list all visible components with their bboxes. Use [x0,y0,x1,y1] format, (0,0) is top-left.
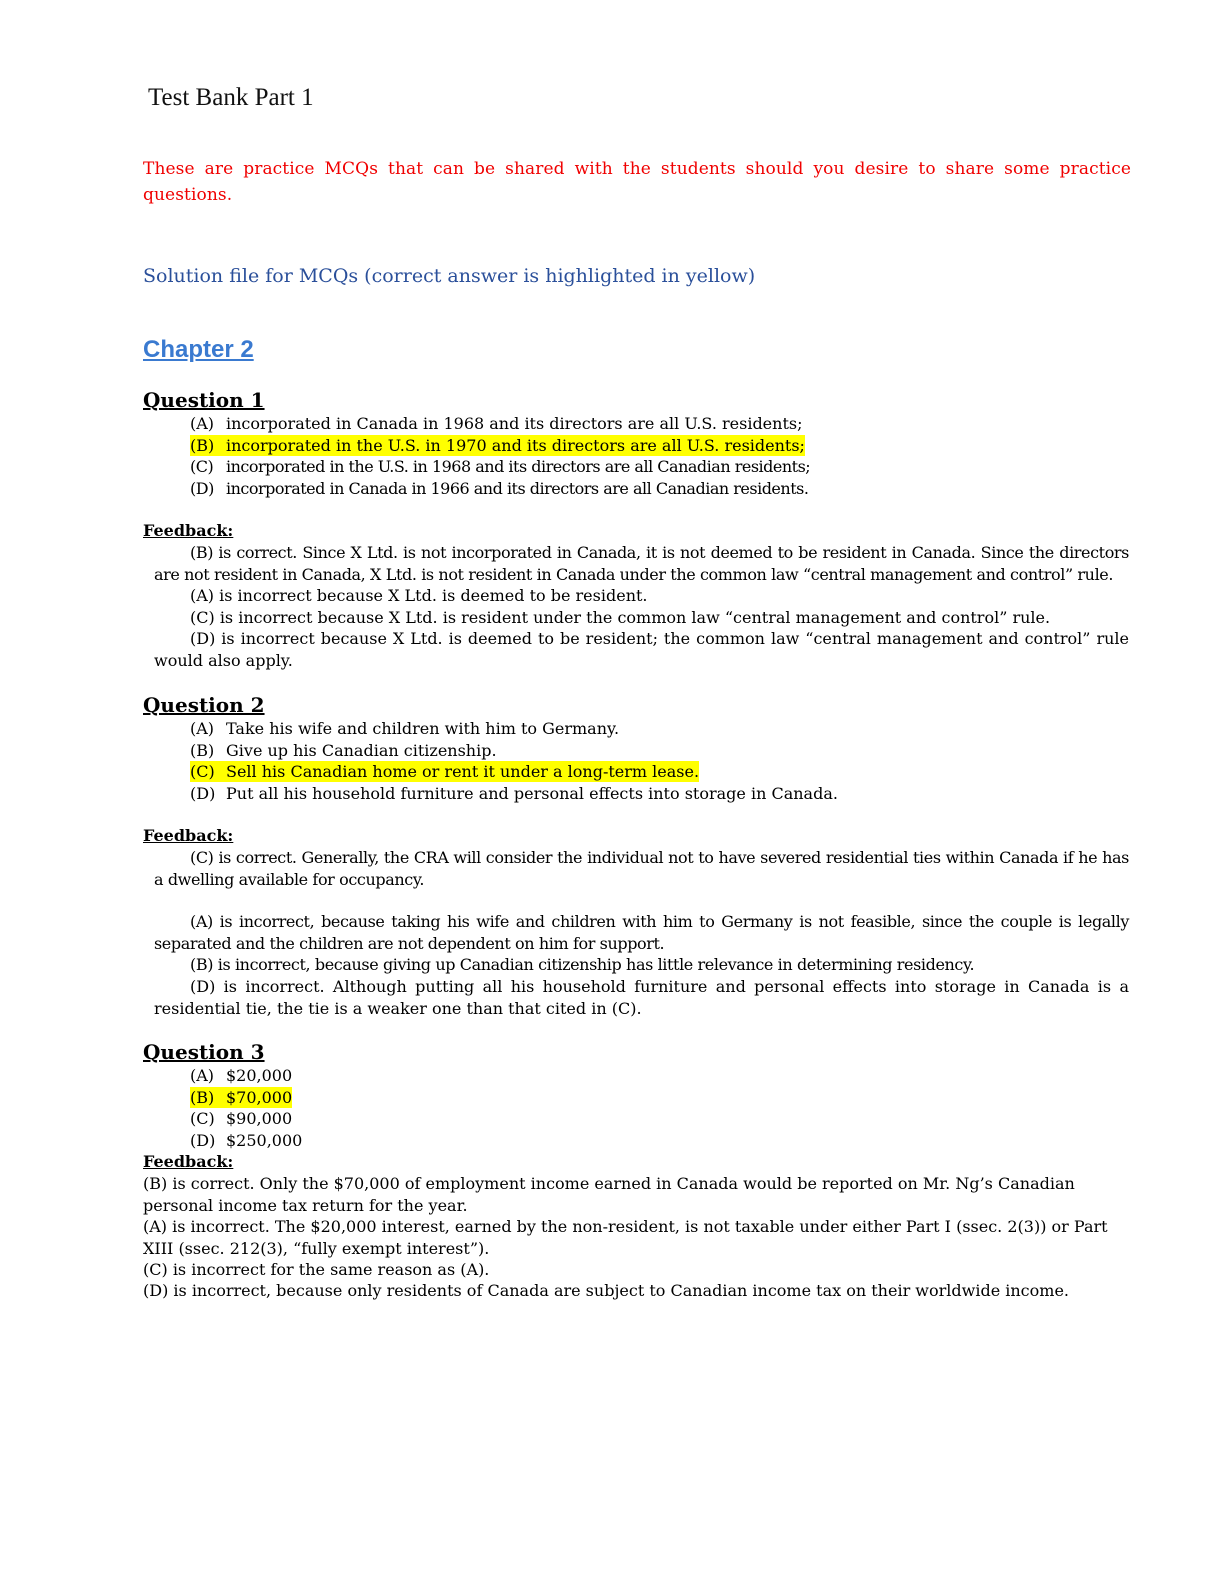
option-label: (A) [190,1066,215,1085]
question-3-feedback-a: (A) is incorrect. The $20,000 interest, earned by the non-resident, is not taxable under either Part I (ssec. 2(3)) or Part XIII (ssec. 212(3), “fully exempt interest”). [143,1217,1108,1258]
question-1-option-c [190,456,810,477]
question-3-option-c [190,1108,292,1129]
question-2-option-b [190,740,497,761]
option-label: (C) [190,762,215,781]
chapter-heading: Chapter 2 [143,336,254,363]
question-3-option-d [190,1130,302,1151]
question-2-option-d [190,783,838,804]
option-text: incorporated in Canada in 1966 and its directors are all Canadian residents. [226,479,809,498]
question-1-heading: Question 1 [143,388,265,412]
question-2-option-c-correct [190,761,699,782]
option-label: (D) [190,1131,216,1150]
question-2-heading: Question 2 [143,693,265,717]
question-2-feedback-heading: Feedback: [143,826,234,845]
option-label: (A) [190,414,215,433]
option-label: (B) [190,741,215,760]
option-text: incorporated in the U.S. in 1968 and its directors are all Canadian residents; [226,457,811,476]
question-1-feedback-a: (A) is incorrect because X Ltd. is deemed to be resident. [190,586,648,605]
question-3-feedback-b: (B) is correct. Only the $70,000 of employment income earned in Canada would be reported on Mr. Ng’s Canadian personal income tax return for the year. [143,1174,1075,1215]
question-1-feedback-heading: Feedback: [143,521,234,540]
option-label: (D) [190,784,216,803]
option-text: $70,000 [226,1088,293,1107]
option-label: (A) [190,719,215,738]
intro-note: These are practice MCQs that can be shared with the students should you desire to share some practice questions. [143,159,1131,205]
question-2-feedback-d: (D) is incorrect. Although putting all his household furniture and personal effects into storage in Canada is a residential tie, the tie is a weaker one than that cited in (C). [154,977,1129,1018]
question-2-feedback-b: (B) is incorrect, because giving up Canadian citizenship has little relevance in determining residency. [190,955,975,974]
question-1-feedback-b: (B) is correct. Since X Ltd. is not incorporated in Canada, it is not deemed to be resident in Canada. Since the directors are not resident in Canada, X Ltd. is not resident in Canada under the common law “central management and control” rule. [154,543,1129,584]
option-label: (C) [190,457,214,476]
question-2-feedback-c: (C) is correct. Generally, the CRA will consider the individual not to have severed residential ties within Canada if he has a dwelling available for occupancy. [154,848,1129,889]
option-label: (D) [190,479,214,498]
question-3-heading: Question 3 [143,1040,265,1064]
question-1-feedback-c: (C) is incorrect because X Ltd. is resident under the common law “central management and control” rule. [190,608,1051,627]
option-text: $20,000 [226,1066,293,1085]
option-text: Put all his household furniture and personal effects into storage in Canada. [226,784,838,803]
question-3-feedback-c: (C) is incorrect for the same reason as (A). [143,1260,490,1279]
option-text: Sell his Canadian home or rent it under a long-term lease. [226,762,700,781]
option-text: $250,000 [226,1131,303,1150]
option-text: incorporated in the U.S. in 1970 and its directors are all U.S. residents; [226,436,805,455]
option-text: incorporated in Canada in 1968 and its directors are all U.S. residents; [226,414,803,433]
question-3-option-a [190,1065,292,1086]
document-title: Test Bank Part 1 [148,84,314,111]
question-3-feedback-heading: Feedback: [143,1152,234,1171]
option-label: (B) [190,1088,215,1107]
question-1-feedback-d: (D) is incorrect because X Ltd. is deemed to be resident; the common law “central management and control” rule would also apply. [154,629,1129,670]
question-2-feedback-a: (A) is incorrect, because taking his wife and children with him to Germany is not feasible, since the couple is legally separated and the children are not dependent on him for support. [154,912,1129,953]
option-text: Give up his Canadian citizenship. [226,741,497,760]
question-1-option-d [190,478,808,499]
question-1-option-a [190,413,802,434]
question-3-option-b-correct [190,1087,292,1108]
solution-note: Solution file for MCQs (correct answer is highlighted in yellow) [143,265,756,287]
question-3-feedback-d: (D) is incorrect, because only residents of Canada are subject to Canadian income tax on their worldwide income. [143,1281,1069,1300]
option-label: (C) [190,1109,215,1128]
question-2-option-a [190,718,619,739]
option-text: $90,000 [226,1109,293,1128]
option-text: Take his wife and children with him to Germany. [226,719,620,738]
question-1-option-b-correct [190,435,805,456]
option-label: (B) [190,436,215,455]
